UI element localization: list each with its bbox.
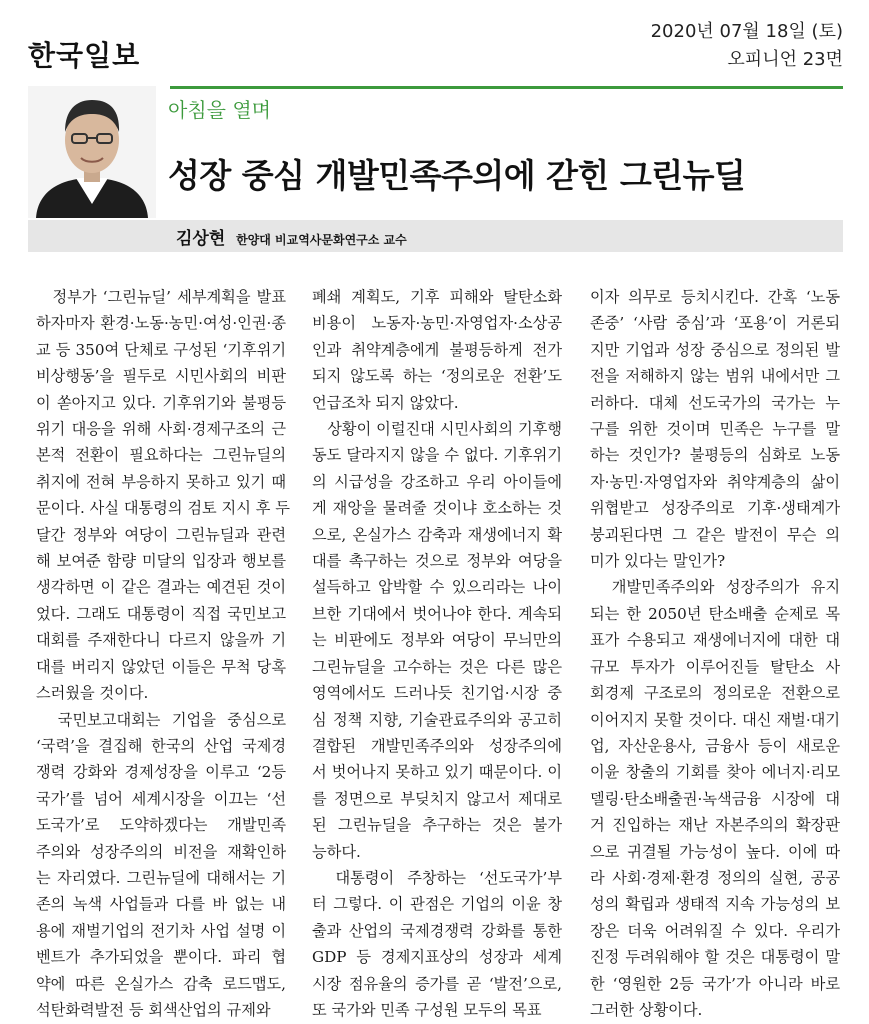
article-text-line: 상황이 이럴진대 시민사회의 기후행 — [312, 420, 562, 439]
author-portrait — [28, 86, 156, 218]
article-text-line: 전을 저해하지 않는 범위 내에서만 그 — [590, 367, 840, 386]
article-text-line: 장은 더욱 어려워질 수 있다. 우리가 — [590, 921, 840, 940]
article-text-line: 대를 촉구하는 것으로 정부와 여당을 — [312, 552, 562, 571]
article-text-line: GDP 등 경제지표상의 성장과 세계 — [312, 948, 562, 967]
article-text-line: 었다. 그래도 대통령이 직접 국민보고 — [36, 604, 286, 623]
article-text-line: 취지에 전혀 부응하지 못하고 있기 때 — [36, 472, 286, 491]
article-text-line: 인과 취약계층에게 불평등하게 전가 — [312, 340, 562, 359]
header-rule — [170, 86, 843, 89]
article-text-line: 국가’를 넘어 세계시장을 이끄는 ‘선 — [36, 789, 286, 808]
byline-bar — [28, 220, 843, 252]
article-column-3 — [590, 284, 840, 1023]
article-text-line: 자·농민·자영업자와 취약계층의 삶이 — [590, 472, 840, 491]
page-section: 오피니언 23면 — [727, 49, 843, 70]
article-text-line: 는 비판에도 정부와 여당이 무늬만의 — [312, 631, 562, 650]
article-text-line: 개발민족주의와 성장주의가 유지 — [590, 578, 840, 597]
article-text-line: 존의 녹색 사업들과 다를 바 없는 내 — [36, 895, 286, 914]
article-text-line: 비상행동’을 필두로 시민사회의 비판 — [36, 367, 286, 386]
article-text-line: 터 그렇다. 이 관점은 기업의 이윤 창 — [312, 895, 562, 914]
article-text-line: 결합된 개발민족주의와 성장주의에 — [312, 736, 562, 755]
article-text-line: 설득하고 압박할 수 있으리라는 나이 — [312, 578, 562, 597]
article-text-line: 성의 확립과 생태적 지속 가능성의 보 — [590, 895, 840, 914]
article-text-line: ‘국력’을 결집해 한국의 산업 국제경 — [36, 736, 286, 755]
article-text-line: 하는 것인가? 불평등의 심화로 노동 — [590, 446, 840, 465]
article-text-line: 그러한 상황이다. — [590, 1000, 703, 1019]
dateline — [651, 18, 843, 74]
author-affiliation: 한양대 비교역사문화연구소 교수 — [236, 233, 407, 247]
article-text-line: 시장 점유율의 증가를 곧 ‘발전’으로, — [312, 974, 562, 993]
article-text-line: 업, 자산운용사, 금융사 등이 새로운 — [590, 736, 840, 755]
article-text-line: 러하다. 대체 선도국가의 국가는 누 — [590, 393, 840, 412]
article-headline: 성장 중심 개발민족주의에 갇힌 그린뉴딜 — [168, 156, 746, 195]
publication-date: 2020년 07월 18일 (토) — [650, 21, 843, 42]
article-text-line: 스러웠을 것이다. — [36, 684, 149, 703]
article-text-line: 으로, 온실가스 감축과 재생에너지 확 — [312, 525, 562, 544]
article-text-line: 그린뉴딜을 고수하는 것은 다른 많은 — [312, 657, 562, 676]
article-text-line: 또 국가와 민족 구성원 모두의 목표 — [312, 1000, 542, 1019]
article-text-line: 회경제 구조로의 정의로운 전환으로 — [590, 684, 840, 703]
article-text-line: 출과 산업의 국제경쟁력 강화를 통한 — [312, 921, 562, 940]
article-text-line: 이자 의무로 등치시킨다. 간혹 ‘노동 — [590, 288, 840, 306]
article-text-line: 심 정책 지향, 기술관료주의와 공고히 — [312, 710, 562, 729]
article-text-line: 대를 버리지 않았던 이들은 무척 당혹 — [36, 657, 286, 676]
article-text-line: 주의와 성장주의의 비전을 재확인하 — [36, 842, 286, 861]
article-text-line: 능하다. — [312, 842, 361, 861]
article-text-line: 붕괴된다면 그 같은 발전이 무슨 의 — [590, 525, 840, 544]
article-text-line: 언급조차 되지 않았다. — [312, 393, 459, 412]
article-text-line: 하자마자 환경·노동·농민·여성·인권·종 — [36, 314, 286, 333]
article-text-line: 벤트가 추가되었을 뿐이다. 파리 협 — [36, 948, 286, 967]
article-text-line: 도국가’로 도약하겠다는 개발민족 — [36, 816, 286, 835]
newspaper-masthead: 한국일보 — [28, 39, 141, 72]
article-text-line: 를 정면으로 부딪치지 않고서 제대로 — [312, 789, 562, 808]
article-text-line: 정부가 ‘그린뉴딜’ 세부계획을 발표 — [36, 288, 286, 306]
article-text-line: 이 쏟아지고 있다. 기후위기와 불평등 — [36, 393, 286, 412]
byline — [176, 224, 407, 249]
article-text-line: 되지 않도록 하는 ‘정의로운 전환’도 — [312, 367, 562, 386]
article-text-line: 해 보여준 함량 미달의 입장과 행보를 — [36, 552, 286, 571]
article-text-line: 달간 정부와 여당이 그린뉴딜과 관련 — [36, 525, 286, 544]
article-text-line: 문이다. 사실 대통령의 검토 지시 후 두 — [36, 499, 290, 518]
article-text-line: 비용이 노동자·농민·자영업자·소상공 — [312, 314, 562, 333]
article-text-line: 국민보고대회는 기업을 중심으로 — [36, 710, 286, 729]
article-text-line: 약에 따른 온실가스 감축 로드맵도, — [36, 974, 286, 993]
article-text-line: 대회를 주재한다니 다르지 않을까 기 — [36, 631, 286, 650]
article-column-2 — [312, 284, 562, 1023]
article-text-line: 동도 달라지지 않을 수 없다. 기후위기 — [312, 446, 562, 465]
article-text-line: 폐쇄 계획도, 기후 피해와 탈탄소화 — [312, 288, 562, 306]
article-text-line: 브한 기대에서 벗어나야 한다. 계속되 — [312, 604, 562, 623]
article-text-line: 라 사회·경제·환경 정의의 실현, 공공 — [590, 868, 840, 887]
article-text-line: 생각하면 이 같은 결과는 예견된 것이 — [36, 578, 286, 597]
article-text-line: 델링·탄소배출권·녹색금융 시장에 대 — [590, 789, 840, 808]
article-text-line: 되는 한 2050년 탄소배출 순제로 목 — [590, 604, 840, 623]
article-text-line: 게 재앙을 물려줄 것이냐 호소하는 것 — [312, 499, 562, 518]
article-text-line: 거 진입하는 재난 자본주의의 확장판 — [590, 816, 840, 835]
article-text-line: 진정 두려워해야 할 것은 대통령이 말 — [590, 948, 840, 967]
article-text-line: 의 시급성을 강조하고 우리 아이들에 — [312, 472, 562, 491]
article-text-line: 표가 수용되고 재생에너지에 대한 대 — [590, 631, 840, 650]
article-text-line: 한 ‘영원한 2등 국가’가 아니라 바로 — [590, 974, 840, 993]
author-portrait-icon — [28, 86, 156, 218]
article-text-line: 규모 투자가 이루어진들 탈탄소 사 — [590, 657, 840, 676]
article-text-line: 본적 전환이 필요하다는 그린뉴딜의 — [36, 446, 286, 465]
article-text-line: 미가 있다는 말인가? — [590, 552, 726, 571]
article-text-line: 이어지지 못할 것이다. 대신 재벌·대기 — [590, 710, 840, 729]
article-text-line: 대통령이 주창하는 ‘선도국가’부 — [312, 868, 562, 887]
article-text-line: 위협받고 성장주의로 기후·생태계가 — [590, 499, 840, 518]
article-text-line: 으로 귀결될 가능성이 높다. 이에 따 — [590, 842, 840, 861]
column-section-label: 아침을 열며 — [168, 98, 271, 122]
article-text-line: 영역에서도 드러나듯 친기업·시장 중 — [312, 684, 562, 703]
article-text-line: 이윤 창출의 기회를 찾아 에너지·리모 — [590, 763, 840, 782]
article-text-line: 교 등 350여 단체로 구성된 ‘기후위기 — [36, 340, 286, 359]
author-name: 김상현 — [176, 229, 226, 249]
article-text-line: 존중’ ‘사람 중심’과 ‘포용’이 거론되 — [590, 314, 840, 333]
article-text-line: 위기 대응을 위해 사회·경제구조의 근 — [36, 420, 286, 439]
article-text-line: 석탄화력발전 등 회색산업의 규제와 — [36, 1000, 271, 1019]
article-text-line: 쟁력 강화와 경제성장을 이루고 ‘2등 — [36, 763, 286, 782]
article-text-line: 용에 재벌기업의 전기차 사업 설명 이 — [36, 921, 286, 940]
article-text-line: 서 벗어나지 못하고 있기 때문이다. 이 — [312, 763, 562, 782]
article-text-line: 구를 위한 것이며 민족은 누구를 말 — [590, 420, 840, 439]
article-text-line: 지만 기업과 성장 중심으로 정의된 발 — [590, 340, 840, 359]
article-text-line: 된 그린뉴딜을 추구하는 것은 불가 — [312, 816, 562, 835]
article-text-line: 는 자리였다. 그린뉴딜에 대해서는 기 — [36, 868, 286, 887]
article-column-1 — [36, 284, 290, 1023]
